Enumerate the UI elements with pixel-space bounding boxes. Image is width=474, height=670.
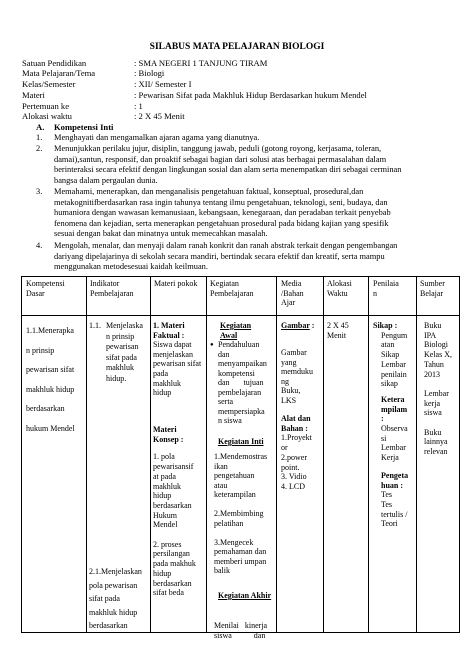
syllabus-table	[21, 276, 460, 640]
header-penilaian: Penilaia n	[373, 279, 399, 298]
media-gambar-text: Gambar yang memduku ng Buku, LKS	[281, 348, 313, 405]
media-gambar: Gambar :	[281, 321, 315, 330]
ki-num: 4.	[36, 241, 43, 250]
indikator-2: 2.1.Menjelaskan pola pewarisan sifat pada makhluk hidup berdasarkan	[89, 567, 142, 630]
ki-line: humaniora dengan wawasan kemanusiaan, kebangsaan, kenegaraan, dan peradaban terkait penyebab	[54, 208, 391, 218]
ki-line: Mengolah, menalar, dan menyaji dalam ranah konkrit dan ranah abstrak terkait dengan pengembangan	[54, 241, 398, 250]
ki-line: Menunjukkan perilaku jujur, disiplin, tanggung jawab, peduli (gotong royong, kerjasama, toleran,	[54, 144, 382, 153]
table-divider	[86, 277, 87, 632]
indikator-1: 1.1.	[89, 321, 101, 330]
info-label: Materi	[22, 90, 45, 100]
info-value: : 2 X 45 Menit	[134, 111, 185, 121]
ki-num: 3.	[36, 187, 43, 196]
media-alat-bahan: Alat dan Bahan : 1.Proyekt or 2.power point. 3. Vidio 4. LCD	[281, 414, 312, 491]
info-label: Alokasi waktu	[22, 111, 72, 121]
info-label: Mata Pelajaran/Tema	[22, 68, 96, 78]
table-divider	[150, 277, 151, 632]
kegiatan-akhir-heading: Kegiatan Akhir	[218, 591, 272, 600]
info-label: Satuan Pendidikan	[22, 58, 87, 68]
ki-line: damai),santun, responsif, dan proaktif sebagai bagian dari solusi atas berbagai permasalahan dalam	[54, 154, 387, 164]
sumber-cell: Buku IPA Biologi Kelas X, Tahun 2013 Lembar kerja siswa Buku lainnya relevan	[424, 321, 452, 457]
header-kompetensi-dasar: Kompetensi Dasar	[26, 279, 65, 298]
info-value: : 1	[134, 101, 143, 111]
ki-num: 1.	[36, 133, 43, 142]
ki-text	[54, 241, 456, 273]
table-divider	[368, 277, 369, 632]
ki-heading	[36, 122, 113, 132]
table-divider	[323, 277, 324, 632]
info-value: : Biologi	[134, 68, 165, 78]
penilaian-cell: Sikap : Pengum atan Sikap Lembar penilain sikap Ketera mpilam : Observa si Lembar Kerja Pengeta huan : Tes Tes tertulis / Teori	[373, 321, 409, 529]
header-sumber: Sumber Belajar	[420, 279, 445, 298]
ki-heading-text: Kompetensi Inti	[54, 122, 114, 132]
ki-text	[54, 187, 456, 240]
ki-line: sesuai dengan bakat dan minatnya untuk memecahkan masalah.	[54, 229, 268, 239]
header-media: Media /Bahan Ajar	[281, 279, 304, 308]
table-divider	[416, 277, 417, 632]
info-value: : XII/ Semester I	[134, 79, 192, 89]
alokasi-cell: 2 X 45 Menit	[327, 321, 349, 340]
ki-line: menggunakan metodesesuai kaidah keilmuan.	[54, 262, 208, 272]
ki-line: Memahami, menerapkan, dan menganalisis pengetahuan faktual, konseptual, prosedural,dan	[54, 187, 364, 196]
ki-line: metakognitifberdasarkan rasa ingin tahunya tentang ilmu pengetahuan, teknologi, seni, budaya, dan	[54, 197, 388, 207]
table-divider	[276, 277, 277, 632]
table-divider	[206, 277, 207, 632]
indikator-1-text: Menjelaska n prinsip pewarisan sifat pada makhluk hidup.	[106, 321, 143, 383]
info-value: : Pewarisan Sifat pada Makhluk Hidup Berdasarkan hukum Mendel	[134, 90, 367, 100]
bullet-icon: ●	[210, 342, 214, 348]
info-label: Kelas/Semester	[22, 79, 76, 89]
kegiatan-akhir-text: Menilai kinerja siswa dan	[214, 621, 268, 640]
header-alokasi: Alokasi Waktu	[327, 279, 352, 298]
kegiatan-inti-text: 1.Mendemostras ikan pengetahuan atau keterampilan 2.Membimbing pelatihan 3.Mengecek pemahaman dan memberi umpan balik	[214, 452, 268, 575]
materi-konsep: Materi Konsep : 1. pola pewarisansif at pada makhluk hidup berdasarkan Hukum Mendel 2. proses persilangan pada makhuk hidup berdasarkan sifat beda	[153, 425, 196, 598]
kegiatan-awal-text: Pendahuluan dan menyampaikan kompetensi dan tujuan pembelajaran serta mempersiapka n siswa	[218, 340, 267, 425]
table-divider	[22, 315, 459, 316]
page-title: SILABUS MATA PELAJARAN BIOLOGI	[149, 42, 325, 52]
ki-line: dariyang dipelajarinya di sekolah secara mandiri, bertindak secara efektif dan kreatif, serta mampu	[54, 251, 385, 261]
ki-line: fenomena dan kejadian, serta menerapkan pengetahuan prosedural pada bidang kajian yang spesifik	[54, 218, 389, 228]
ki-text	[54, 144, 456, 186]
kd-cell: 1.1.Menerapka n prinsip pewarisan sifat makhluk hidup berdasarkan hukum Mendel	[26, 326, 75, 433]
kegiatan-awal: Kegiatan Awal	[220, 321, 252, 340]
header-materi-pokok: Materi pokok	[154, 279, 198, 288]
ki-line: bangsa dalam pergaulan dunia.	[54, 175, 158, 185]
info-value: : SMA NEGERI 1 TANJUNG TIRAM	[134, 58, 268, 68]
header-kegiatan: Kegiatan Pembelajaran	[210, 279, 254, 298]
ki-line: Menghayati dan mengamalkan ajaran agama yang dianutnya.	[54, 133, 260, 142]
header-indikator: Indikator Pembelajaran	[90, 279, 134, 298]
ki-heading-num: A.	[36, 122, 45, 132]
ki-line: berinteraksi secara efektif dengan lingkungan sosial dan alam serta menempatkan diri sebagai cerminan	[54, 165, 402, 175]
ki-num: 2.	[36, 144, 43, 153]
ki-text	[54, 133, 456, 144]
info-label: Pertemuan ke	[22, 101, 70, 111]
materi-faktual: 1. Materi Faktual : Siswa dapat menjelaskan pewarisan sifat pada makhluk hidup	[153, 321, 202, 398]
kegiatan-inti-heading: Kegiatan Inti	[218, 437, 264, 446]
